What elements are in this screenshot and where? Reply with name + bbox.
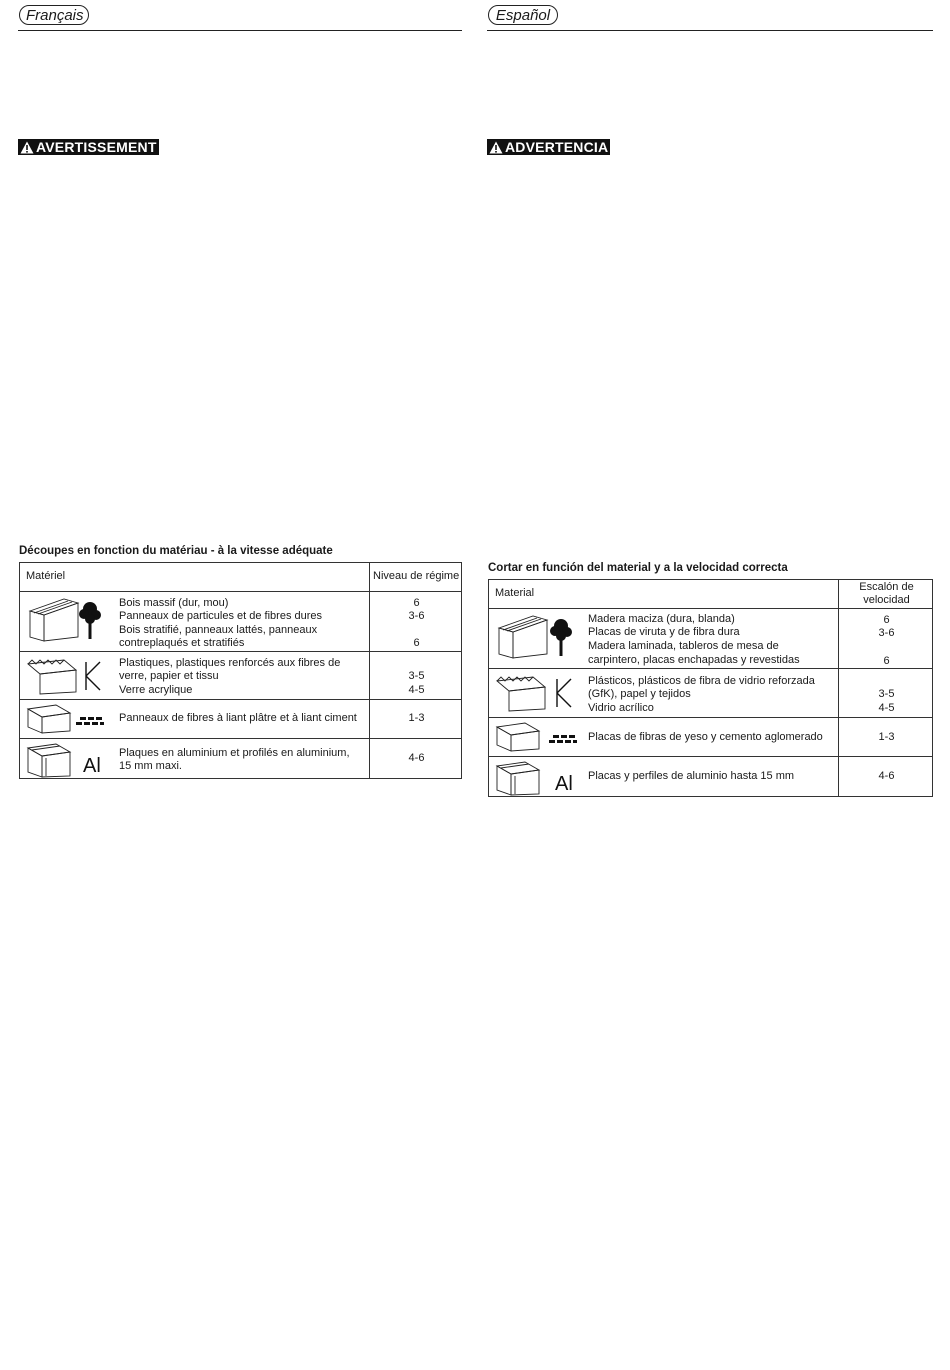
row-1-value-1: 6	[413, 597, 420, 609]
row-1-line-2: Panneaux de particules et de fibres dures	[119, 610, 323, 622]
wood-tree-icon	[26, 597, 102, 643]
row-4-value-1: 4-6	[878, 770, 895, 782]
row-2-value-2: 4-5	[408, 684, 425, 696]
plastic-k-icon	[495, 673, 579, 713]
warning-triangle-icon	[20, 141, 34, 154]
row-4-line-2: 15 mm maxi.	[119, 760, 182, 772]
material-table-right	[488, 579, 933, 797]
row-2-value-2: 4-5	[878, 702, 895, 714]
brick-board-icon	[495, 721, 579, 753]
row-1-line-3: Madera laminada, tableros de mesa de	[588, 640, 779, 652]
row-2-line-2: verre, papier et tissu	[119, 670, 219, 682]
warning-badge-right	[487, 139, 610, 155]
row-1-value-2: 3-6	[408, 610, 425, 622]
column-header-material: Matériel	[26, 570, 66, 582]
row-2-line-1: Plastiques, plastiques renforcés aux fibres de	[119, 657, 341, 669]
warning-label: ADVERTENCIA	[505, 139, 609, 155]
warning-triangle-icon	[489, 141, 503, 154]
warning-badge-left	[18, 139, 159, 155]
row-2-line-2: (GfK), papel y tejidos	[588, 688, 691, 700]
row-1-line-2: Placas de viruta y de fibra dura	[588, 626, 740, 638]
plastic-k-icon	[26, 656, 106, 696]
row-3-line-1: Placas de fibras de yeso y cemento aglomerado	[588, 731, 823, 743]
row-3-value-1: 1-3	[408, 712, 425, 724]
row-1-line-1: Madera maciza (dura, blanda)	[588, 613, 735, 625]
brick-board-icon	[26, 703, 106, 735]
header-rule-left	[18, 30, 462, 31]
row-1-value-1: 6	[883, 614, 890, 626]
row-3-line-1: Panneaux de fibres à liant plâtre et à liant ciment	[119, 712, 357, 724]
warning-label: AVERTISSEMENT	[36, 139, 157, 155]
table-title-right: Cortar en función del material y a la velocidad correcta	[488, 562, 788, 574]
header-rule-right	[487, 30, 933, 31]
svg-text:Al: Al	[555, 773, 573, 795]
column-header-material: Material	[495, 587, 535, 599]
lang-tab-francais: Français	[19, 5, 89, 25]
lang-tab-espanol: Español	[488, 5, 558, 25]
row-1-line-1: Bois massif (dur, mou)	[119, 597, 229, 609]
column-header-speed-line-1: Escalón de	[859, 581, 914, 593]
column-header-speed-line-2: velocidad	[863, 594, 910, 606]
row-2-line-3: Verre acrylique	[119, 684, 193, 696]
svg-text:Al: Al	[83, 755, 101, 777]
row-3-value-1: 1-3	[878, 731, 895, 743]
material-table-left	[19, 562, 462, 779]
row-1-value-3: 6	[883, 655, 890, 667]
column-header-speed: Niveau de régime	[373, 570, 460, 582]
row-4-line-1: Placas y perfiles de aluminio hasta 15 mm	[588, 770, 795, 782]
row-1-line-3: Bois stratifié, panneaux lattés, panneaux	[119, 624, 318, 636]
row-1-line-4: contreplaqués et stratifiés	[119, 637, 245, 649]
aluminium-al-icon	[495, 760, 583, 796]
row-1-line-4: carpintero, placas enchapadas y revestidas	[588, 654, 800, 666]
wood-tree-icon	[495, 614, 575, 662]
row-2-value-1: 3-5	[408, 670, 425, 682]
row-1-value-3: 6	[413, 637, 420, 649]
row-1-value-2: 3-6	[878, 627, 895, 639]
row-2-value-1: 3-5	[878, 688, 895, 700]
table-title-left: Découpes en fonction du matériau - à la vitesse adéquate	[19, 545, 333, 557]
row-2-line-3: Vidrio acrílico	[588, 702, 654, 714]
aluminium-al-icon	[26, 742, 110, 778]
row-2-line-1: Plásticos, plásticos de fibra de vidrio reforzada	[588, 675, 815, 687]
row-4-value-1: 4-6	[408, 752, 425, 764]
row-4-line-1: Plaques en aluminium et profilés en aluminium,	[119, 747, 350, 759]
